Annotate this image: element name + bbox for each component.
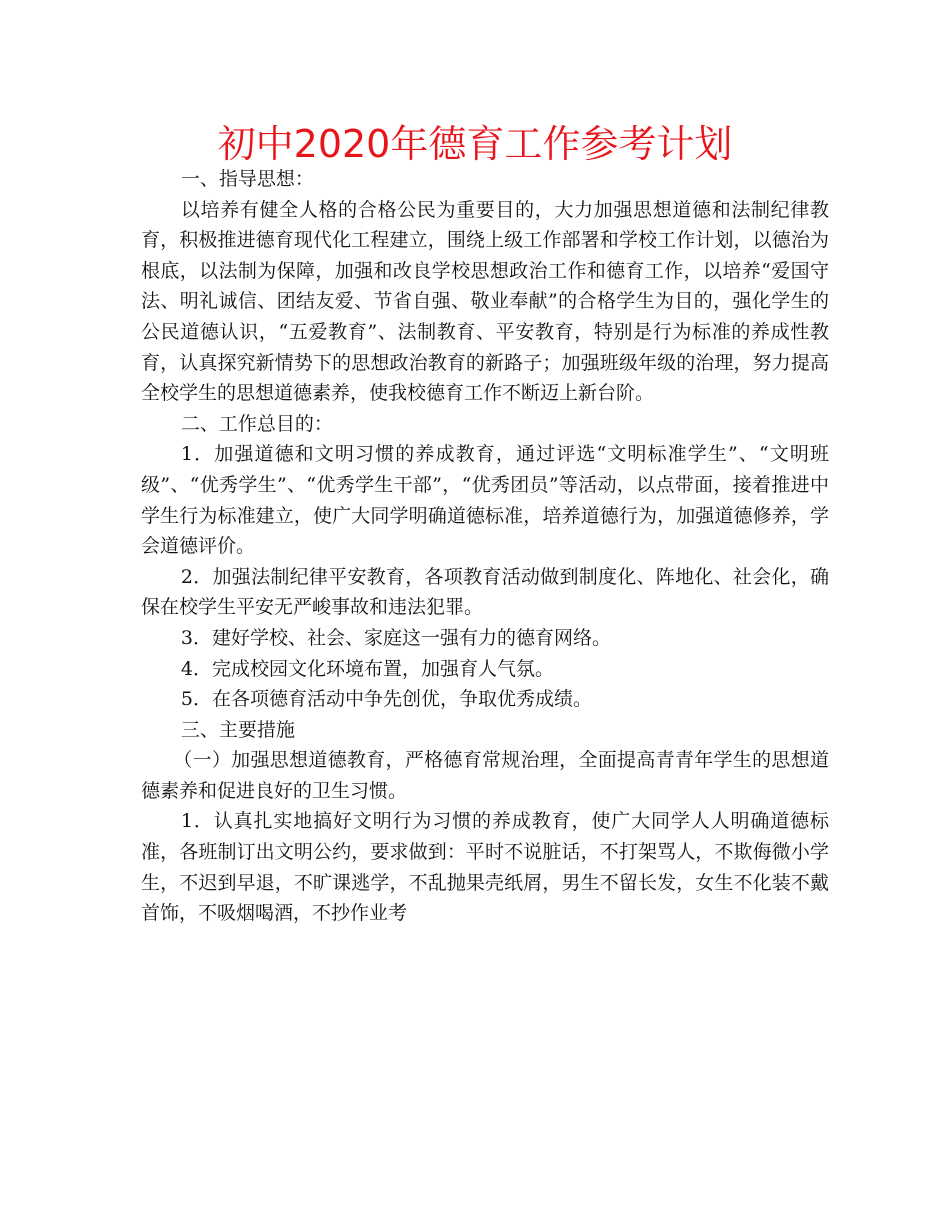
- document-body: [141, 164, 829, 929]
- goal-item-3: 3．建好学校、社会、家庭这一强有力的德育网络。: [180, 626, 611, 649]
- goal-item-2: 2．加强法制纪律平安教育，各项教育活动做到制度化、阵地化、社会化，确保在校学生平安无严峻事故和违法犯罪。: [141, 565, 829, 619]
- goal-item-1: 1．加强道德和文明习惯的养成教育，通过评选“文明标准学生”、“文明班级”、“优秀学生”、“优秀学生干部”，“优秀团员”等活动，以点带面，接着推进中学生行为标准建立，使广大同学明确道德标准，培养道德行为，加强道德修养，学会道德评价。: [141, 443, 829, 558]
- measure-item-1: 1．认真扎实地搞好文明行为习惯的养成教育，使广大同学人人明确道德标准，各班制订出文明公约，要求做到：平时不说脏话，不打架骂人，不欺侮微小学生，不迟到早退，不旷课逃学，不乱抛果壳纸屑，男生不留长发，女生不化装不戴首饰，不吸烟喝酒，不抄作业考: [141, 810, 829, 925]
- paragraph-guiding-thought: 以培养有健全人格的合格公民为重要目的，大力加强思想道德和法制纪律教育，积极推进德育现代化工程建立，围绕上级工作部署和学校工作计划，以德治为根底，以法制为保障，加强和改良学校思想政治工作和德育工作，以培养“爱国守法、明礼诚信、团结友爱、节省自强、敬业奉献”的合格学生为目的，强化学生的公民道德认识，“五爱教育”、法制教育、平安教育，特别是行为标准的养成性教育，认真探究新情势下的思想政治教育的新路子；加强班级年级的治理，努力提高全校学生的思想道德素养，使我校德育工作不断迈上新台阶。: [141, 198, 829, 405]
- section-heading-overall-goals: 二、工作总目的：: [180, 412, 333, 435]
- section-heading-guiding-thought: 一、指导思想：: [180, 168, 314, 190]
- document-title: 初中2020年德育工作参考计划: [217, 122, 733, 166]
- section-heading-main-measures: 三、主要措施: [180, 718, 295, 741]
- goal-item-5: 5．在各项德育活动中争先创优，争取优秀成绩。: [180, 688, 592, 711]
- goal-item-4: 4．完成校园文化环境布置，加强育人气氛。: [180, 657, 554, 680]
- measure-subheading-1: （一）加强思想道德教育，严格德育常规治理，全面提高青青年学生的思想道德素养和促进良好的卫生习惯。: [141, 749, 829, 802]
